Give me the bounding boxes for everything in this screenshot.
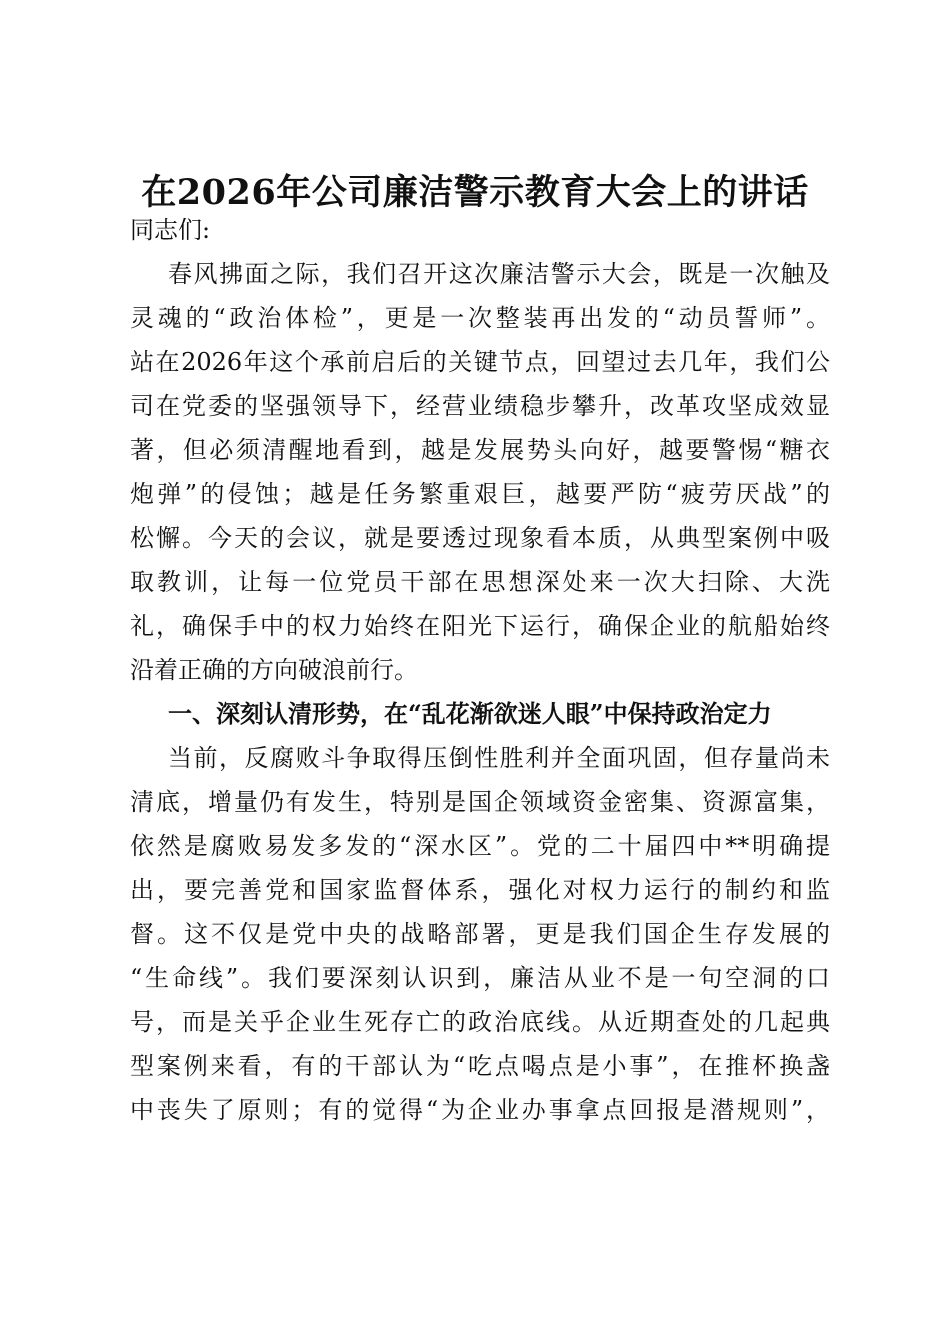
paragraph-line: 依然是腐败易发多发的“深水区”。党的二十届四中**明确提 — [130, 832, 830, 860]
paragraph-line: 著，但必须清醒地看到，越是发展势头向好，越要警惕“糖衣 — [130, 436, 830, 464]
paragraph-line: 春风拂面之际，我们召开这次廉洁警示大会，既是一次触及 — [168, 260, 830, 288]
section-heading-1: 一、深刻认清形势，在“乱花渐欲迷人眼”中保持政治定力 — [168, 699, 772, 728]
paragraph-line: 当前，反腐败斗争取得压倒性胜利并全面巩固，但存量尚未 — [168, 744, 830, 772]
paragraph-line: 督。这不仅是党中央的战略部署，更是我们国企生存发展的 — [130, 920, 830, 948]
paragraph-line: 取教训，让每一位党员干部在思想深处来一次大扫除、大洗 — [130, 568, 830, 596]
paragraph-line: 灵魂的“政治体检”，更是一次整装再出发的“动员誓师”。 — [130, 304, 830, 332]
paragraph-line: 礼，确保手中的权力始终在阳光下运行，确保企业的航船始终 — [130, 612, 830, 640]
paragraph-line: 司在党委的坚强领导下，经营业绩稳步攀升，改革攻坚成效显 — [130, 392, 830, 420]
paragraph-line: 中丧失了原则；有的觉得“为企业办事拿点回报是潜规则”， — [130, 1096, 830, 1124]
paragraph-line: 站在2026年这个承前启后的关键节点，回望过去几年，我们公 — [130, 348, 830, 376]
salutation: 同志们: — [130, 216, 211, 244]
paragraph-line: 沿着正确的方向破浪前行。 — [130, 656, 418, 684]
paragraph-line: “生命线”。我们要深刻认识到，廉洁从业不是一句空洞的口 — [130, 964, 830, 992]
paragraph-line: 号，而是关乎企业生死存亡的政治底线。从近期查处的几起典 — [130, 1008, 830, 1036]
document-title: 在2026年公司廉洁警示教育大会上的讲话 — [141, 172, 809, 213]
paragraph-line: 出，要完善党和国家监督体系，强化对权力运行的制约和监 — [130, 876, 830, 904]
paragraph-line: 松懈。今天的会议，就是要透过现象看本质，从典型案例中吸 — [130, 524, 830, 552]
paragraph-line: 炮弹”的侵蚀；越是任务繁重艰巨，越要严防“疲劳厌战”的 — [130, 480, 830, 508]
paragraph-line: 型案例来看，有的干部认为“吃点喝点是小事”，在推杯换盏 — [130, 1052, 830, 1080]
paragraph-line: 清底，增量仍有发生，特别是国企领域资金密集、资源富集， — [130, 788, 830, 816]
